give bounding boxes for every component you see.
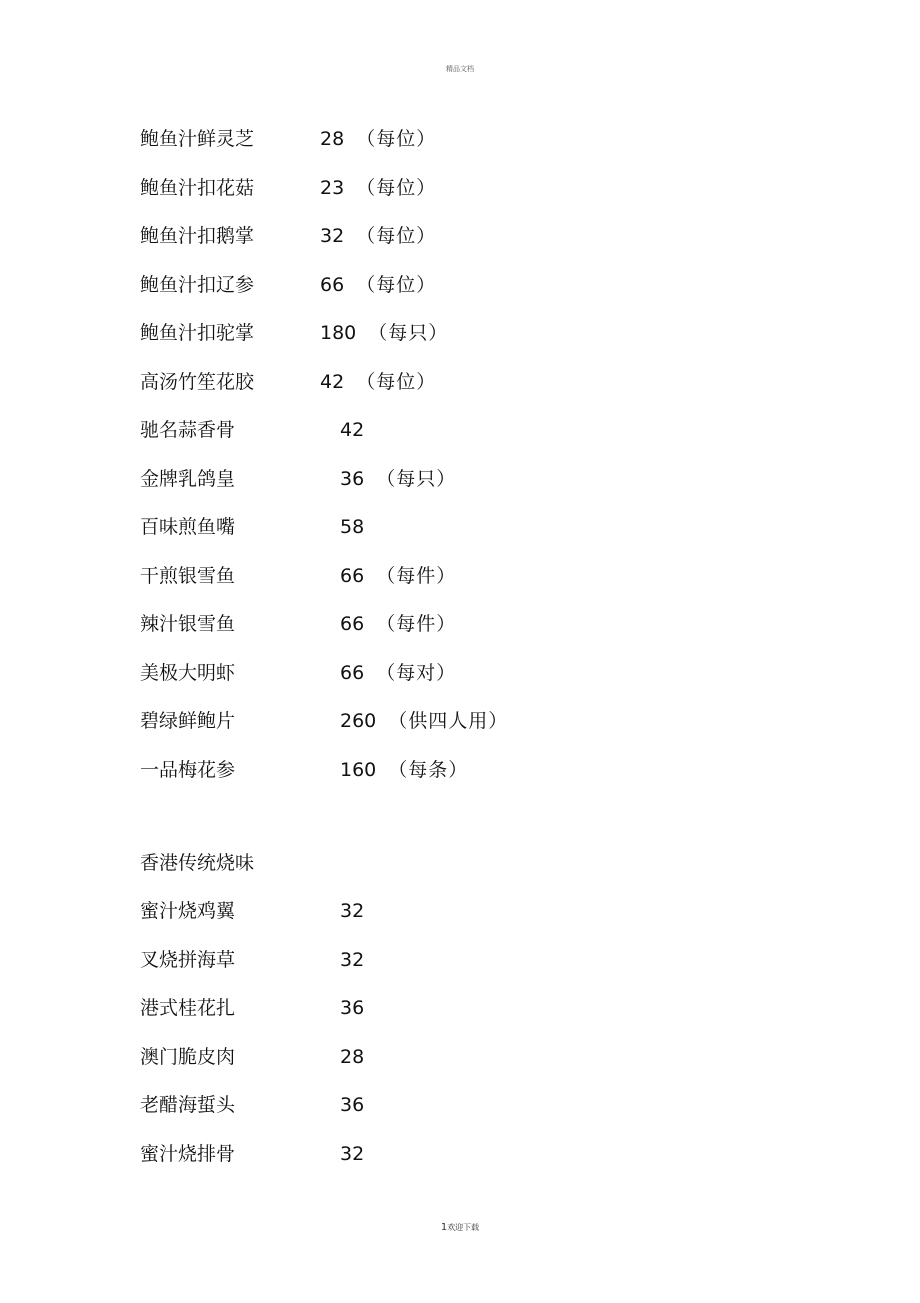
dish-price: 28 （每位） bbox=[320, 128, 437, 150]
dish-price: 66 （每位） bbox=[320, 273, 437, 296]
dish-price: 36 bbox=[340, 997, 365, 1019]
dish-price: 28 bbox=[340, 1045, 365, 1068]
dish-unit-note: （每件） bbox=[376, 564, 457, 587]
dish-price: 58 bbox=[340, 516, 365, 538]
dish-name: 蜜汁烧鸡翼 bbox=[140, 900, 236, 922]
dish-name: 叉烧拼海草 bbox=[140, 948, 236, 971]
dish-unit-note: （每位） bbox=[356, 128, 437, 150]
section-spacer bbox=[140, 794, 740, 839]
dish-unit-note: （每件） bbox=[376, 613, 457, 635]
menu-item bbox=[140, 1081, 740, 1130]
dish-price: 32 bbox=[340, 948, 365, 971]
dish-price: 36 （每只） bbox=[340, 467, 457, 490]
dish-name: 百味煎鱼嘴 bbox=[140, 516, 236, 538]
menu-item bbox=[140, 115, 740, 164]
dish-price: 66 （每对） bbox=[340, 661, 457, 684]
footer-text: 欢迎下载 bbox=[447, 1223, 480, 1232]
menu-item bbox=[140, 887, 740, 936]
menu-item bbox=[140, 649, 740, 698]
dish-price: 32 （每位） bbox=[320, 225, 437, 247]
dish-name: 鲍鱼汁扣花菇 bbox=[140, 176, 255, 199]
dish-price: 260 （供四人用） bbox=[340, 710, 509, 732]
dish-name: 一品梅花参 bbox=[140, 758, 236, 781]
dish-name: 蜜汁烧排骨 bbox=[140, 1142, 236, 1165]
dish-name: 鲍鱼汁扣驼掌 bbox=[140, 322, 255, 344]
menu-item bbox=[140, 261, 740, 310]
dish-name: 美极大明虾 bbox=[140, 661, 236, 684]
dish-price: 32 bbox=[340, 1142, 365, 1165]
dish-price: 66 （每件） bbox=[340, 564, 457, 587]
menu-item bbox=[140, 984, 740, 1033]
menu-list bbox=[140, 115, 740, 1178]
dish-name: 干煎银雪鱼 bbox=[140, 564, 236, 587]
dish-price: 32 bbox=[340, 900, 365, 922]
menu-item bbox=[140, 552, 740, 601]
dish-name: 高汤竹笙花胶 bbox=[140, 370, 255, 393]
dish-price: 23 （每位） bbox=[320, 176, 437, 199]
dish-unit-note: （每位） bbox=[356, 176, 437, 199]
dish-price: 180 （每只） bbox=[320, 322, 449, 344]
menu-item bbox=[140, 697, 740, 746]
dish-name: 鲍鱼汁扣鹅掌 bbox=[140, 225, 255, 247]
dish-name: 辣汁银雪鱼 bbox=[140, 613, 236, 635]
menu-item bbox=[140, 936, 740, 985]
menu-item bbox=[140, 212, 740, 261]
menu-item bbox=[140, 746, 740, 795]
dish-name: 鲍鱼汁扣辽参 bbox=[140, 273, 255, 296]
dish-unit-note: （每位） bbox=[356, 225, 437, 247]
dish-unit-note: （每条） bbox=[388, 758, 469, 781]
page-number: 1 bbox=[440, 1222, 448, 1233]
dish-unit-note: （每只） bbox=[376, 467, 457, 490]
dish-name: 澳门脆皮肉 bbox=[140, 1045, 236, 1068]
dish-unit-note: （每对） bbox=[376, 661, 457, 684]
dish-name: 驰名蒜香骨 bbox=[140, 419, 236, 441]
section-title: 香港传统烧味 bbox=[140, 852, 255, 874]
menu-item bbox=[140, 455, 740, 504]
dish-unit-note: （供四人用） bbox=[388, 710, 509, 732]
dish-name: 港式桂花扎 bbox=[140, 997, 236, 1019]
menu-item bbox=[140, 164, 740, 213]
menu-item bbox=[140, 1130, 740, 1179]
dish-name: 老醋海蜇头 bbox=[140, 1094, 236, 1116]
menu-item bbox=[140, 406, 740, 455]
dish-price: 36 bbox=[340, 1094, 365, 1116]
menu-item bbox=[140, 503, 740, 552]
dish-name: 金牌乳鸽皇 bbox=[140, 467, 236, 490]
header-note: 精品文档 bbox=[446, 65, 474, 73]
dish-name: 鲍鱼汁鲜灵芝 bbox=[140, 128, 255, 150]
menu-item bbox=[140, 358, 740, 407]
dish-price: 160 （每条） bbox=[340, 758, 469, 781]
dish-unit-note: （每位） bbox=[356, 273, 437, 296]
dish-unit-note: （每位） bbox=[356, 370, 437, 393]
dish-price: 66 （每件） bbox=[340, 613, 457, 635]
page-footer bbox=[0, 1222, 920, 1233]
menu-item bbox=[140, 600, 740, 649]
dish-price: 42 bbox=[340, 419, 365, 441]
dish-name: 碧绿鲜鲍片 bbox=[140, 710, 236, 732]
menu-item bbox=[140, 1033, 740, 1082]
dish-unit-note: （每只） bbox=[368, 322, 449, 344]
menu-item bbox=[140, 309, 740, 358]
dish-price: 42 （每位） bbox=[320, 370, 437, 393]
